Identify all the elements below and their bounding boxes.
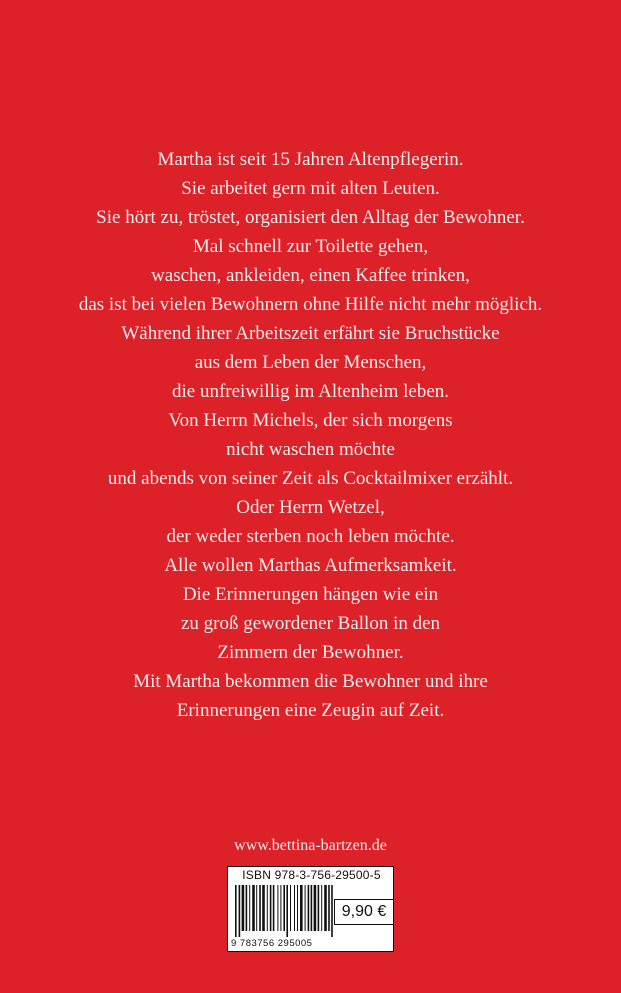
blurb-line: und abends von seiner Zeit als Cocktailmixer erzählt. [107,468,514,489]
blurb-line: Sie arbeitet gern mit alten Leuten. [181,178,440,199]
blurb-line: der weder sterben noch leben möchte. [166,526,455,547]
blurb-line: aus dem Leben der Menschen, [194,352,427,373]
isbn-label: ISBN 978-3-756-29500-5 [242,868,381,882]
blurb-line: Von Herrn Michels, der sich morgens [168,410,453,431]
blurb-line: Martha ist seit 15 Jahren Altenpflegerin. [157,149,464,170]
barcode-bars-icon [235,885,333,937]
blurb-line: Zimmern der Bewohner. [217,642,404,663]
author-website: www.bettina-bartzen.de [234,837,387,854]
blurb-line: Mal schnell zur Toilette gehen, [192,236,429,257]
blurb-line: Alle wollen Marthas Aufmerksamkeit. [164,555,457,576]
price-label: 9,90 € [334,899,394,925]
blurb-line: Die Erinnerungen hängen wie ein [182,584,439,605]
blurb-line: Sie hört zu, tröstet, organisiert den Alltag der Bewohner. [96,207,525,228]
blurb-line: zu groß gewordener Ballon in den [180,613,441,634]
blurb-line: waschen, ankleiden, einen Kaffee trinken, [151,265,470,286]
blurb-line: die unfreiwillig im Altenheim leben. [171,381,450,402]
blurb-line: Oder Herrn Wetzel, [236,497,385,518]
blurb-line: das ist bei vielen Bewohnern ohne Hilfe nicht mehr möglich. [78,294,543,315]
barcode-digits: 9 783756 295005 [231,938,313,949]
isbn-barcode [227,866,394,952]
blurb-line: Erinnerungen eine Zeugin auf Zeit. [176,700,445,721]
blurb-line: Während ihrer Arbeitszeit erfährt sie Bruchstücke [121,323,500,344]
blurb-line: Mit Martha bekommen die Bewohner und ihre [133,671,488,692]
blurb-line: nicht waschen möchte [226,439,395,460]
back-cover-blurb [0,145,621,725]
